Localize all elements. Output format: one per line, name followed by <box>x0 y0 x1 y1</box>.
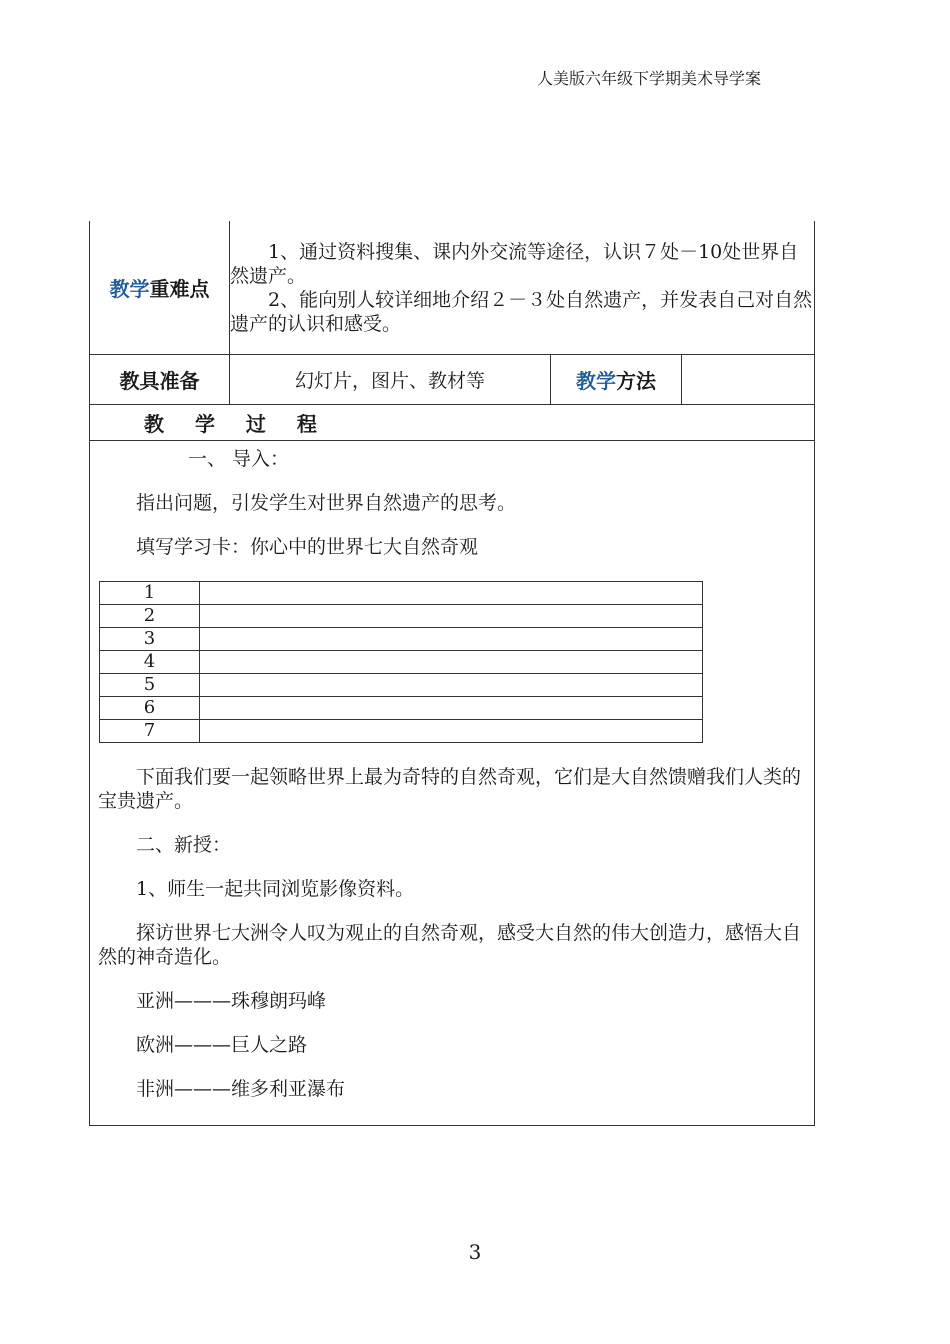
method-label-part2: 方法 <box>616 369 656 393</box>
tools-label: 教具准备 <box>90 355 230 405</box>
process-title: 教 学 过 程 <box>90 405 815 441</box>
method-label <box>551 355 682 405</box>
study-card-entry[interactable] <box>200 720 703 743</box>
tools-value: 幻灯片，图片、教材等 <box>230 355 551 405</box>
wonder-item: 欧洲———巨人之路 <box>136 1034 308 1056</box>
process-body-row <box>90 441 815 1126</box>
study-card-row <box>100 720 703 743</box>
process-body <box>90 441 815 1126</box>
study-card-number: 5 <box>100 674 200 697</box>
method-label-part1: 教学 <box>576 369 616 393</box>
focus-label <box>90 221 230 355</box>
section2-heading: 二、新授： <box>136 834 232 856</box>
intro-line-1: 指出问题，引发学生对世界自然遗产的思考。 <box>136 492 517 514</box>
study-card-number: 2 <box>100 605 200 628</box>
study-card-number: 3 <box>100 628 200 651</box>
wonder-item: 非洲———维多利亚瀑布 <box>136 1078 346 1100</box>
step1-detail: 探访世界七大洲令人叹为观止的自然奇观，感受大自然的伟大创造力，感悟大自然的神奇造化。 <box>98 922 802 968</box>
study-card-row <box>100 697 703 720</box>
study-card-number: 4 <box>100 651 200 674</box>
header-title: 人美版六年级下学期美术导学案 <box>536 69 761 88</box>
focus-label-part2: 重难点 <box>149 277 210 301</box>
study-card-row <box>100 582 703 605</box>
study-card-entry[interactable] <box>200 697 703 720</box>
transition-paragraph: 下面我们要一起领略世界上最为奇特的自然奇观，它们是大自然馈赠我们人类的宝贵遗产。 <box>98 766 802 812</box>
wonder-item: 亚洲———珠穆朗玛峰 <box>136 990 327 1012</box>
section1-heading: 一、 导入： <box>188 448 290 470</box>
study-card-number: 7 <box>100 720 200 743</box>
study-card-row <box>100 605 703 628</box>
focus-label-part1: 教学 <box>109 277 150 301</box>
study-card-number: 1 <box>100 582 200 605</box>
focus-content <box>230 221 815 355</box>
intro-line-2: 填写学习卡：你心中的世界七大自然奇观 <box>136 536 479 558</box>
study-card-entry[interactable] <box>200 674 703 697</box>
process-title-row <box>90 405 815 441</box>
tools-row <box>90 355 815 405</box>
study-card-row <box>100 674 703 697</box>
step1-text: 1、师生一起共同浏览影像资料。 <box>136 878 415 900</box>
study-card-entry[interactable] <box>200 605 703 628</box>
method-value <box>682 355 815 405</box>
study-card-number: 6 <box>100 697 200 720</box>
page-number: 3 <box>468 1240 482 1264</box>
focus-row <box>90 221 815 355</box>
lesson-plan-table <box>89 221 815 1126</box>
study-card-entry[interactable] <box>200 628 703 651</box>
study-card-entry[interactable] <box>200 651 703 674</box>
focus-point-1: 1、通过资料搜集、课内外交流等途径，认识７处－10处世界自然遗产。 <box>230 240 799 287</box>
study-card-row <box>100 628 703 651</box>
study-card-row <box>100 651 703 674</box>
study-card-entry[interactable] <box>200 582 703 605</box>
study-card-table <box>99 581 703 743</box>
focus-point-2: 2、能向别人较详细地介绍２－３处自然遗产，并发表自己对自然遗产的认识和感受。 <box>230 288 813 335</box>
